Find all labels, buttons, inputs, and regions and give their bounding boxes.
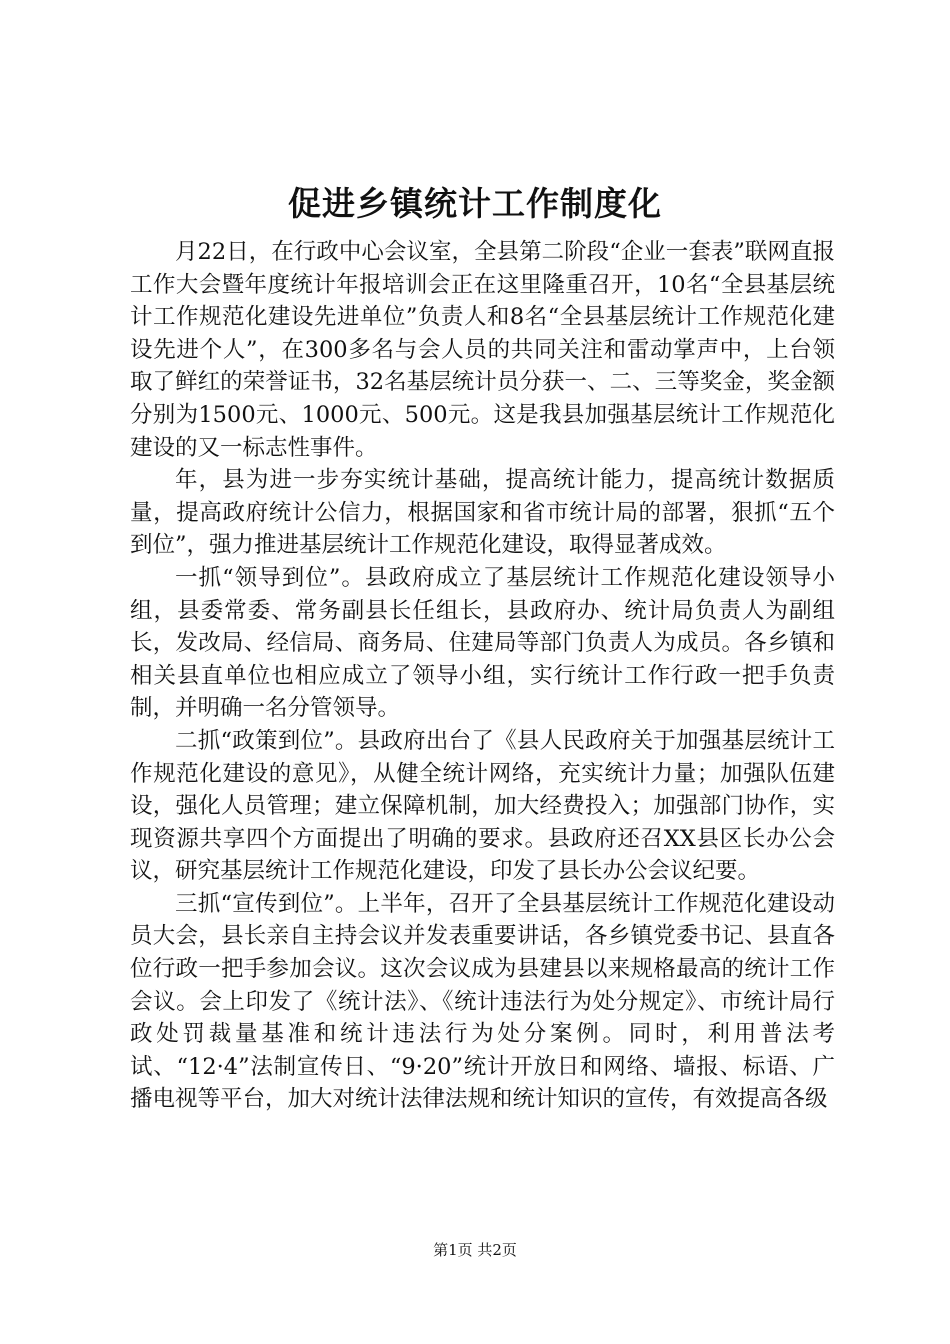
paragraph: 一抓“领导到位”。县政府成立了基层统计工作规范化建设领导小组，县委常委、常务副县长任组长，县政府办、统计局负责人为副组长，发改局、经信局、商务局、住建局等部门负责人为成员。各乡镇和相关县直单位也相应成立了领导小组，实行统计工作行政一把手负责制，并明确一名分管领导。	[130, 564, 835, 722]
page-number-footer: 第1页 共2页	[433, 1241, 517, 1259]
document-body	[130, 236, 835, 1116]
paragraph: 二抓“政策到位”。县政府出台了《县人民政府关于加强基层统计工作规范化建设的意见》，从健全统计网络，充实统计力量；加强队伍建设，强化人员管理；建立保障机制，加大经费投入；加强部门协作，实现资源共享四个方面提出了明确的要求。县政府还召XX县区长办公会议，研究基层统计工作规范化建设，印发了县长办公会议纪要。	[130, 727, 835, 885]
document-title: 促进乡镇统计工作制度化	[288, 184, 662, 223]
paragraph: 月22日，在行政中心会议室，全县第二阶段“企业一套表”联网直报工作大会暨年度统计年报培训会正在这里隆重召开，10名“全县基层统计工作规范化建设先进单位”负责人和8名“全县基层统计工作规范化建设先进个人”，在300多名与会人员的共同关注和雷动掌声中，上台领取了鲜红的荣誉证书，32名基层统计员分获一、二、三等奖金，奖金额分别为1500元、1000元、500元。这是我县加强基层统计工作规范化建设的又一标志性事件。	[130, 239, 835, 461]
paragraph: 三抓“宣传到位”。上半年，召开了全县基层统计工作规范化建设动员大会，县长亲自主持会议并发表重要讲话，各乡镇党委书记、县直各位行政一把手参加会议。这次会议成为县建县以来规格最高的统计工作会议。会上印发了《统计法》、《统计违法行为处分规定》、市统计局行政处罚裁量基准和统计违法行为处分案例。同时，利用普法考试、“12·4”法制宣传日、“9·20”统计开放日和网络、墙报、标语、广播电视等平台，加大对统计法律法规和统计知识的宣传，有效提高各级	[130, 890, 835, 1113]
paragraph: 年，县为进一步夯实统计基础，提高统计能力，提高统计数据质量，提高政府统计公信力，根据国家和省市统计局的部署，狠抓“五个到位”，强力推进基层统计工作规范化建设，取得显著成效。	[130, 467, 835, 559]
